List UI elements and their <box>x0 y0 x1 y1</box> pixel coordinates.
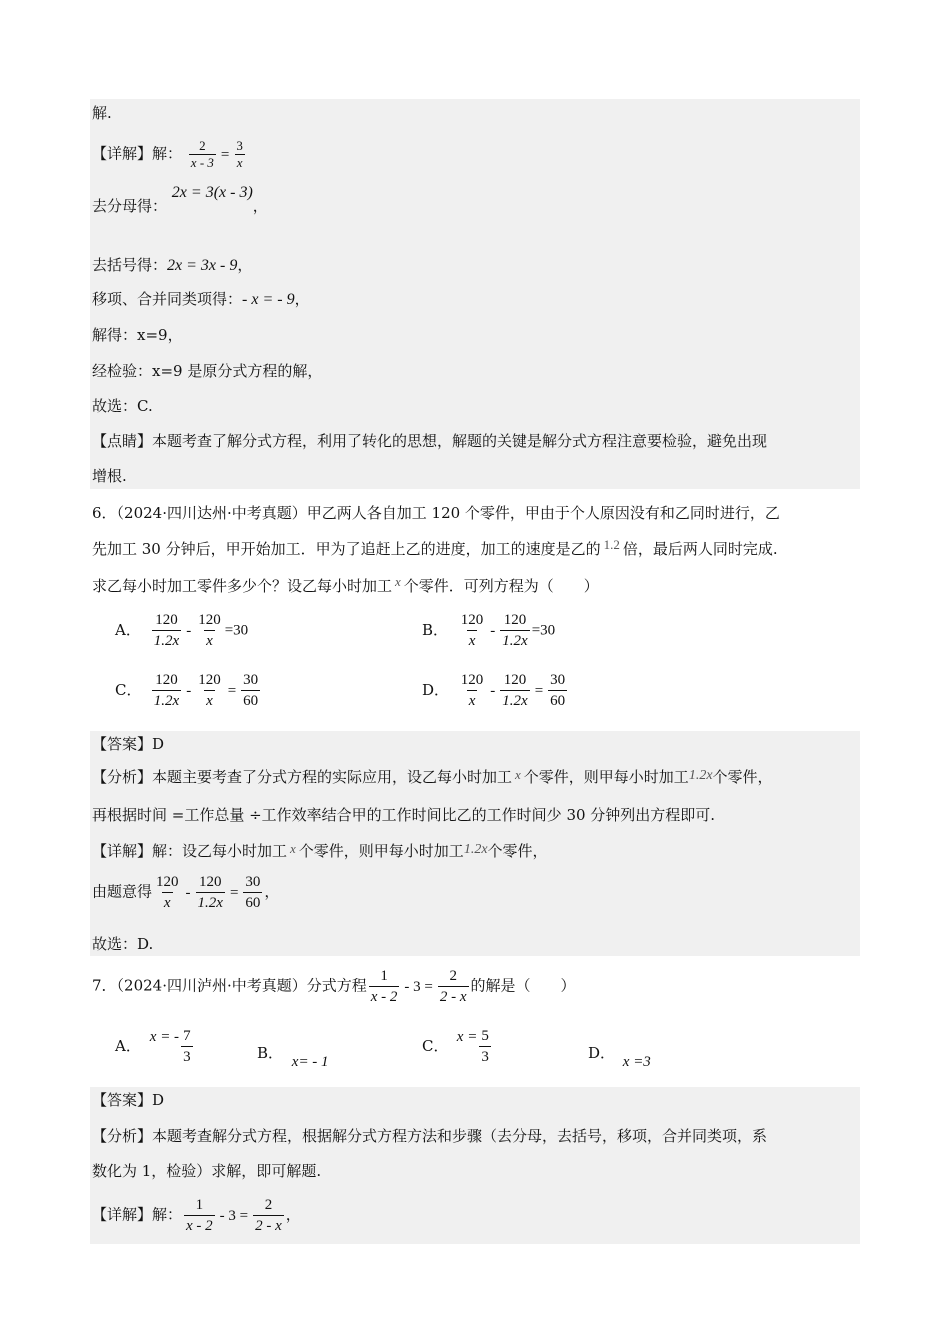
q7-stem: 7．（2024·四川泸州·中考真题）分式方程 $\frac{1}{x - 2}$ - 3 = $\frac{2}{2 - x}$ 的解是（ ） <box>92 968 576 1005</box>
q7-detail-line: 【详解】解： $\frac{1}{x - 2}$ - 3 = $\frac{2}{2 - x}$ ， <box>92 1197 301 1234</box>
math-expr: 2x = 3x - 9 <box>167 257 238 274</box>
q7-option-d[interactable]: D． x =3 <box>588 1044 651 1070</box>
q6-answer: 【答案】D <box>92 735 165 753</box>
q6-stem-line1: 6．（2024·四川达州·中考真题）甲乙两人各自加工 120 个零件，甲由于个人原因没有和乙同时进行，乙 <box>92 504 780 522</box>
detail-label: 【详解】解： <box>92 144 183 163</box>
q5-detail-line: 【详解】解： $\frac{2}{x - 3}$ = $\frac{3}{x}$ <box>92 138 243 170</box>
q5-comment-line1: 【点睛】本题考查了解分式方程，利用了转化的思想，解题的关键是解分式方程注意要检验，避免出现 <box>92 432 768 450</box>
q5-step-brackets: 去括号得：2x = 3x - 9， <box>92 256 253 274</box>
q7-option-a[interactable]: A． x = - $\frac{7}{3}$ <box>115 1028 191 1065</box>
q5-choice: 故选：C. <box>92 397 153 415</box>
fraction: $\frac{3}{x}$ <box>236 138 243 170</box>
q6-option-c[interactable]: C． $\frac{120}{1.2x}$ - $\frac{120}{x}$ = $\frac{30}{60}$ <box>115 672 259 709</box>
q6-option-d[interactable]: D． $\frac{120}{x}$ - $\frac{120}{1.2x}$ = $\frac{30}{60}$ <box>422 672 566 709</box>
q6-analysis-line1: 【分析】本题主要考查了分式方程的实际应用，设乙每小时加工 x 个零件，则甲每小时加工1.2x个零件， <box>92 767 773 786</box>
q6-option-a[interactable]: A． $\frac{120}{1.2x}$ - $\frac{120}{x}$ =30 <box>115 612 249 649</box>
q5-step-denominator: 去分母得： 2x = 3(x - 3)， <box>92 184 268 215</box>
q5-step-combine: 移项、合并同类项得：- x = - 9， <box>92 290 310 308</box>
q7-option-b[interactable]: B． x= - 1 <box>257 1044 329 1070</box>
q5-step-solve: 解得：x=9， <box>92 326 183 344</box>
fraction: $\frac{2}{x - 3}$ <box>190 138 214 170</box>
q5-step-check: 经检验：x=9 是原分式方程的解， <box>92 362 323 380</box>
q7-analysis-line2: 数化为 1，检验）求解，即可解题. <box>92 1162 322 1180</box>
q6-analysis-line2: 再根据时间 =工作总量 ÷工作效率结合甲的工作时间比乙的工作时间少 30 分钟列出方程即可. <box>92 806 716 824</box>
q6-choice: 故选：D. <box>92 935 154 953</box>
q6-detail-equation: 由题意得 $\frac{120}{x}$ - $\frac{120}{1.2x}$ = $\frac{30}{60}$ ， <box>92 874 280 911</box>
q7-analysis-line1: 【分析】本题考查解分式方程，根据解分式方程方法和步骤（去分母，去括号，移项，合并同类项，系 <box>92 1127 768 1145</box>
q5-comment-line2: 增根. <box>92 467 127 485</box>
q7-answer: 【答案】D <box>92 1091 165 1109</box>
math-expr: 2x = 3(x - 3) <box>171 184 253 201</box>
q6-stem-line2: 先加工 30 分钟后，甲开始加工．甲为了追赶上乙的进度，加工的速度是乙的 1.2 倍，最后两人同时完成. <box>92 537 778 558</box>
q6-detail-line1: 【详解】解：设乙每小时加工 x 个零件，则甲每小时加工1.2x个零件， <box>92 841 548 860</box>
q5-fragment: 解. <box>92 104 112 122</box>
math-expr: - x = - 9 <box>242 291 295 308</box>
q6-stem-line3: 求乙每小时加工零件多少个？设乙每小时加工 x 个零件．可列方程为（ ） <box>92 574 599 595</box>
q7-option-c[interactable]: C． x = $\frac{5}{3}$ <box>422 1028 489 1065</box>
q6-option-b[interactable]: B． $\frac{120}{x}$ - $\frac{120}{1.2x}$ =30 <box>422 612 556 649</box>
